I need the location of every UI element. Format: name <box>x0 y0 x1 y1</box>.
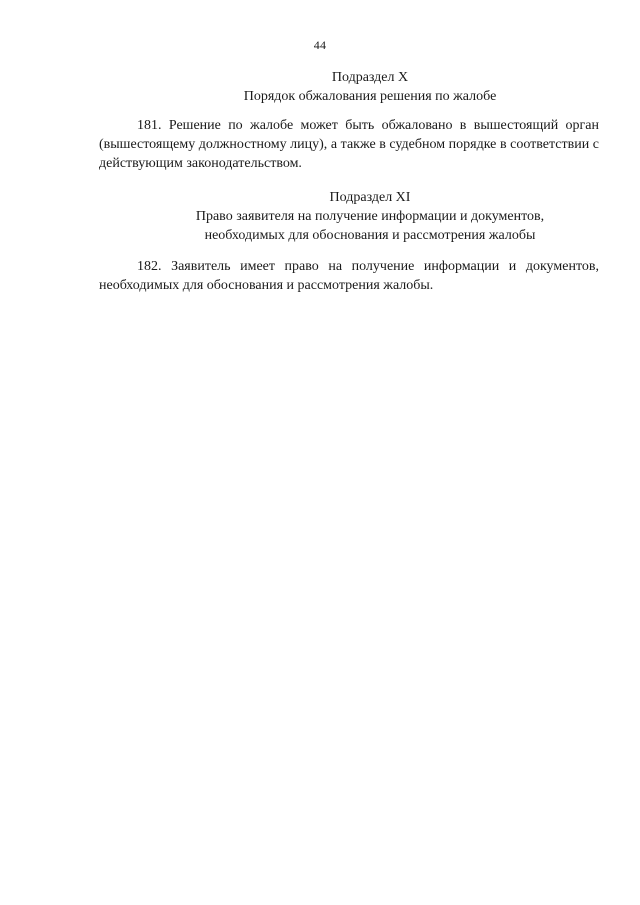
section-subtitle-line-2: необходимых для обоснования и рассмотрения жалобы <box>204 228 536 243</box>
section-subtitle-line-1: Право заявителя на получение информации и документов, <box>195 209 545 224</box>
section-title: Подраздел X <box>331 70 409 85</box>
section-subtitle: Порядок обжалования решения по жалобе <box>243 89 497 104</box>
page-number: 44 <box>313 38 327 52</box>
paragraph-181: 181. Решение по жалобе может быть обжаловано в вышестоящий орган (вышестоящему должностному лицу), а также в судебном порядке в соответствии с действующим законодательством. <box>99 118 599 171</box>
section-title: Подраздел XI <box>329 190 411 205</box>
section-heading-xi <box>100 188 640 245</box>
paragraph-182: 182. Заявитель имеет право на получение информации и документов, необходимых для обоснования и рассмотрения жалобы. <box>99 259 599 293</box>
section-heading-x <box>100 68 640 106</box>
